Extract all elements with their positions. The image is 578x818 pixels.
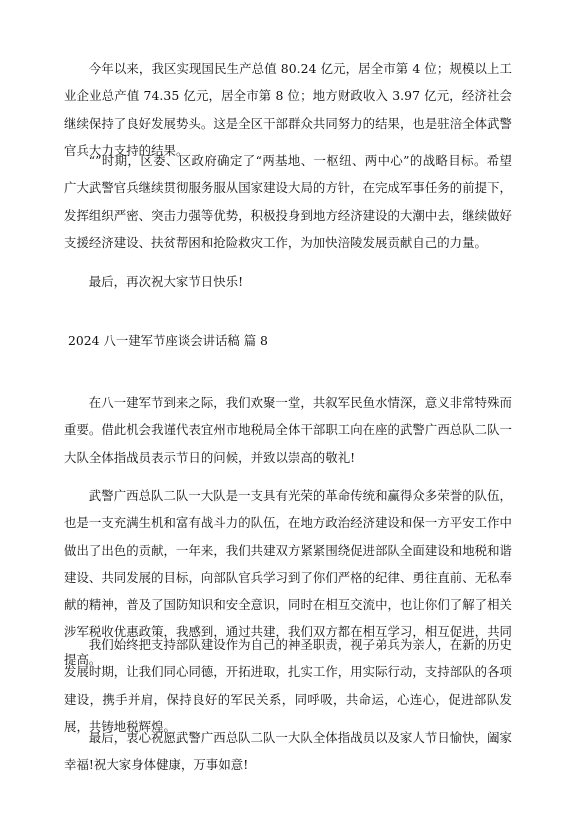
paragraph-unit-achievements: 武警广西总队二队一大队是一支具有光荣的革命传统和赢得众多荣誉的队伍，也是一支充满生机和富有战斗力的队伍，在地方政治经济建设和保一方平安工作中做出了出色的贡献，一年来，我们共建双方紧紧围绕促进部队全面建设和地税和谐建设、共同发展的目标，向部队官兵学习到了你们严格的纪律、勇往直前、无私奉献的精神，普及了国防知识和安全意识，同时在相互交流中，也让你们了解了相关涉军税收优惠政策，我感到，通过共建，我们双方都在相互学习，相互促进，共同提高。 [64, 488, 512, 667]
paragraph-closing-wish: 最后，衷心祝愿武警广西总队二队一大队全体指战员以及家人节日愉快，阖家幸福!祝大家身体健康，万事如意! [64, 730, 512, 773]
paragraph-holiday-wish: 最后，再次祝大家节日快乐! [88, 274, 244, 289]
paragraph-gdp-summary: 今年以来，我区实现国民生产总值 80.24 亿元，居全市第 4 位；规模以上工业企业总产值 74.35 亿元，居全市第 8 位；地方财政收入 3.97 亿元，经济社会继续保持了良好发展势头。这是全区干部群众共同努力的结果，也是驻涪全体武警官兵大力支持的结果。 [64, 61, 512, 158]
paragraph-strategic-goal: “”时期，区委、区政府确定了“两基地、一枢纽、两中心”的战略目标。希望广大武警官兵继续贯彻服务服从国家建设大局的方针，在完成军事任务的前提下，发挥组织严密、突击力强等优势，积极投身到地方经济建设的大潮中去，继续做好支援经济建设、扶贫帮困和抢险救灾工作，为加快涪陵发展贡献自己的力量。 [64, 153, 512, 250]
paragraph-support-commitment: 我们始终把支持部队建设作为自己的神圣职责，视子弟兵为亲人，在新的历史发展时期，让我们同心同德，开拓进取，扎实工作，用实际行动，支持部队的各项建设，携手并肩，保持良好的军民关系，同呼吸，共命运，心连心，促进部队发展，共铸地税辉煌。 [64, 637, 512, 734]
paragraph-greeting: 在八一建军节到来之际，我们欢聚一堂，共叙军民鱼水情深，意义非常特殊而重要。借此机会我谨代表宜州市地税局全体干部职工向在座的武警广西总队二队一大队全体指战员表示节日的问候，并致以崇高的敬礼! [64, 395, 512, 465]
section-title: 2024 八一建军节座谈会讲话稿 篇 8 [68, 333, 268, 348]
